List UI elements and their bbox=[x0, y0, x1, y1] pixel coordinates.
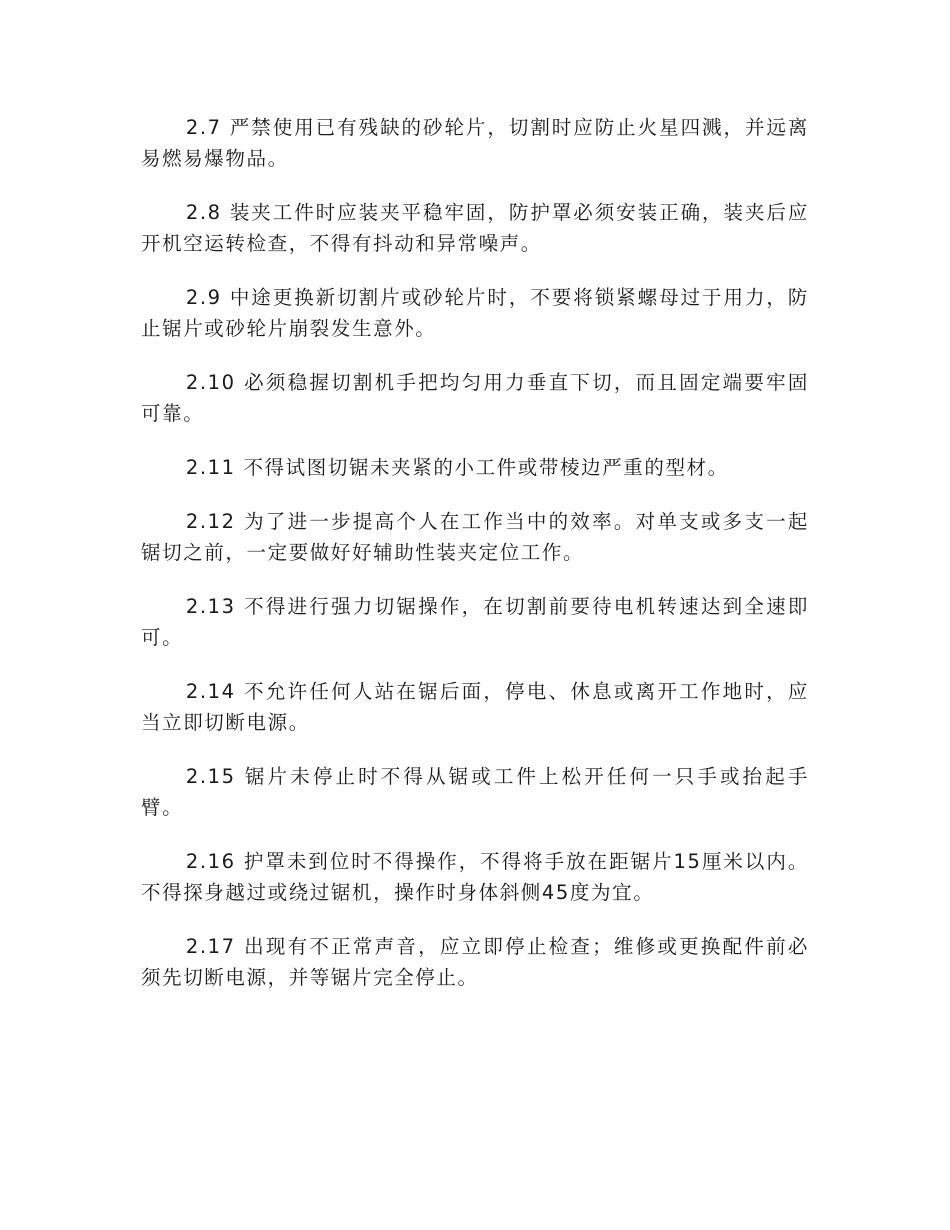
paragraph-2-7: 2.7 严禁使用已有残缺的砂轮片，切割时应防止火星四溅，并远离易燃易爆物品。 bbox=[141, 116, 809, 170]
paragraph-2-17: 2.17 出现有不正常声音，应立即停止检查；维修或更换配件前必须先切断电源，并等锯片完全停止。 bbox=[141, 935, 809, 989]
paragraph-2-9: 2.9 中途更换新切割片或砂轮片时，不要将锁紧螺母过于用力，防止锯片或砂轮片崩裂发生意外。 bbox=[141, 286, 809, 340]
paragraph-2-8: 2.8 装夹工件时应装夹平稳牢固，防护罩必须安装正确，装夹后应开机空运转检查，不得有抖动和异常噪声。 bbox=[141, 201, 809, 255]
paragraph-2-10: 2.10 必须稳握切割机手把均匀用力垂直下切，而且固定端要牢固可靠。 bbox=[141, 371, 809, 425]
paragraph-2-16: 2.16 护罩未到位时不得操作，不得将手放在距锯片15厘米以内。不得探身越过或绕过锯机，操作时身体斜侧45度为宜。 bbox=[141, 850, 809, 904]
document-body bbox=[141, 112, 809, 1016]
paragraph-2-15: 2.15 锯片未停止时不得从锯或工件上松开任何一只手或抬起手臂。 bbox=[141, 765, 809, 819]
paragraph-2-13: 2.13 不得进行强力切锯操作，在切割前要待电机转速达到全速即可。 bbox=[141, 595, 809, 649]
paragraph-2-14: 2.14 不允许任何人站在锯后面，停电、休息或离开工作地时，应当立即切断电源。 bbox=[141, 680, 809, 734]
paragraph-2-11: 2.11 不得试图切锯未夹紧的小工件或带棱边严重的型材。 bbox=[185, 456, 729, 479]
paragraph-2-12: 2.12 为了进一步提高个人在工作当中的效率。对单支或多支一起锯切之前，一定要做好好辅助性装夹定位工作。 bbox=[141, 510, 809, 564]
